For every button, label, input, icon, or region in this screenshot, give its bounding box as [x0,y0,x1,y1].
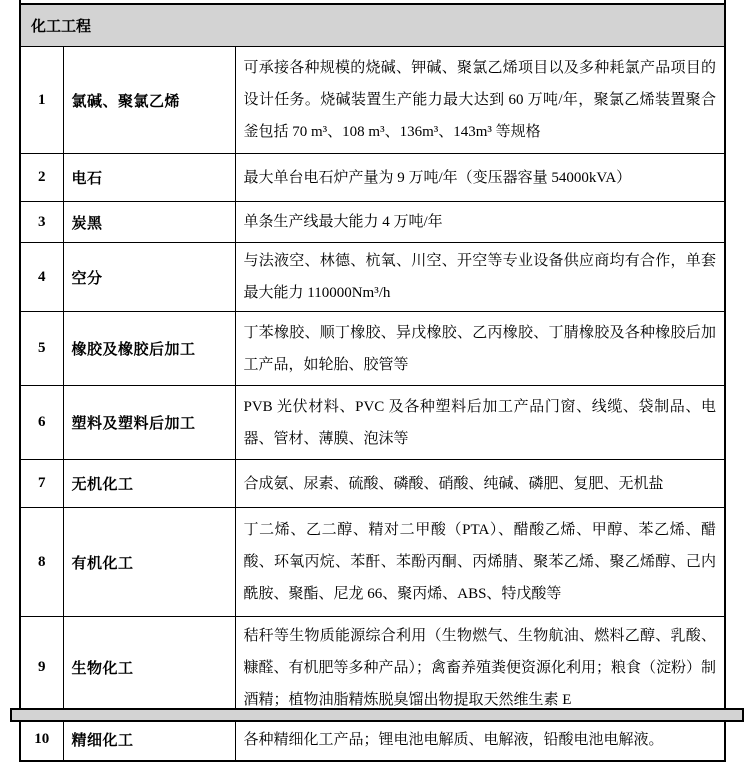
row-number: 10 [20,719,63,762]
row-category: 塑料及塑料后加工 [63,386,235,460]
row-number: 2 [20,154,63,202]
table-row [20,719,725,762]
row-number: 7 [20,460,63,508]
row-number: 8 [20,508,63,617]
row-description: 单条生产线最大能力 4 万吨/年 [235,202,725,243]
row-description: PVB 光伏材料、PVC 及各种塑料后加工产品门窗、线缆、袋制品、电器、管材、薄膜、泡沫等 [235,386,725,460]
row-description: 丁二烯、乙二醇、精对二甲酸（PTA）、醋酸乙烯、甲醇、苯乙烯、醋酸、环氧丙烷、苯酐、苯酚丙酮、丙烯腈、聚苯乙烯、聚乙烯醇、己内酰胺、聚酯、尼龙 66、聚丙烯、ABS、特戊酸等 [235,508,725,617]
row-category: 精细化工 [63,719,235,762]
table-row [20,386,725,460]
table-row [20,243,725,312]
row-number: 9 [20,617,63,719]
row-description: 各种精细化工产品；锂电池电解质、电解液，铅酸电池电解液。 [235,719,725,762]
row-number: 4 [20,243,63,312]
row-category: 无机化工 [63,460,235,508]
table-row [20,202,725,243]
row-description: 与法液空、林德、杭氧、川空、开空等专业设备供应商均有合作，单套最大能力 110000Nm³/h [235,243,725,312]
row-description: 合成氨、尿素、硫酸、磷酸、硝酸、纯碱、磷肥、复肥、无机盐 [235,460,725,508]
section-title: 化工工程 [20,4,725,47]
row-description: 丁苯橡胶、顺丁橡胶、异戊橡胶、乙丙橡胶、丁腈橡胶及各种橡胶后加工产品，如轮胎、胶管等 [235,312,725,386]
table-row [20,312,725,386]
table-row [20,460,725,508]
row-description: 最大单台电石炉产量为 9 万吨/年（变压器容量 54000kVA） [235,154,725,202]
chemical-engineering-table [19,3,726,762]
table-row [20,508,725,617]
row-category: 空分 [63,243,235,312]
row-description: 可承接各种规模的烧碱、钾碱、聚氯乙烯项目以及多种耗氯产品项目的设计任务。烧碱装置生产能力最大达到 60 万吨/年，聚氯乙烯装置聚合釜包括 70 m³、108 m³、136m³、143m³ 等规格 [235,47,725,154]
table-row [20,47,725,154]
row-number: 5 [20,312,63,386]
row-category: 电石 [63,154,235,202]
row-category: 炭黑 [63,202,235,243]
row-number: 6 [20,386,63,460]
table-row [20,617,725,719]
row-category: 氯碱、聚氯乙烯 [63,47,235,154]
section-header-row [20,4,725,47]
row-category: 橡胶及橡胶后加工 [63,312,235,386]
next-section-header-band [10,708,744,722]
table-row [20,154,725,202]
row-description: 秸秆等生物质能源综合利用（生物燃气、生物航油、燃料乙醇、乳酸、糠醛、有机肥等多种产品）；禽畜养殖粪便资源化利用；粮食（淀粉）制酒精；植物油脂精炼脱臭馏出物提取天然维生素 E [235,617,725,719]
row-category: 生物化工 [63,617,235,719]
row-number: 3 [20,202,63,243]
row-number: 1 [20,47,63,154]
row-category: 有机化工 [63,508,235,617]
